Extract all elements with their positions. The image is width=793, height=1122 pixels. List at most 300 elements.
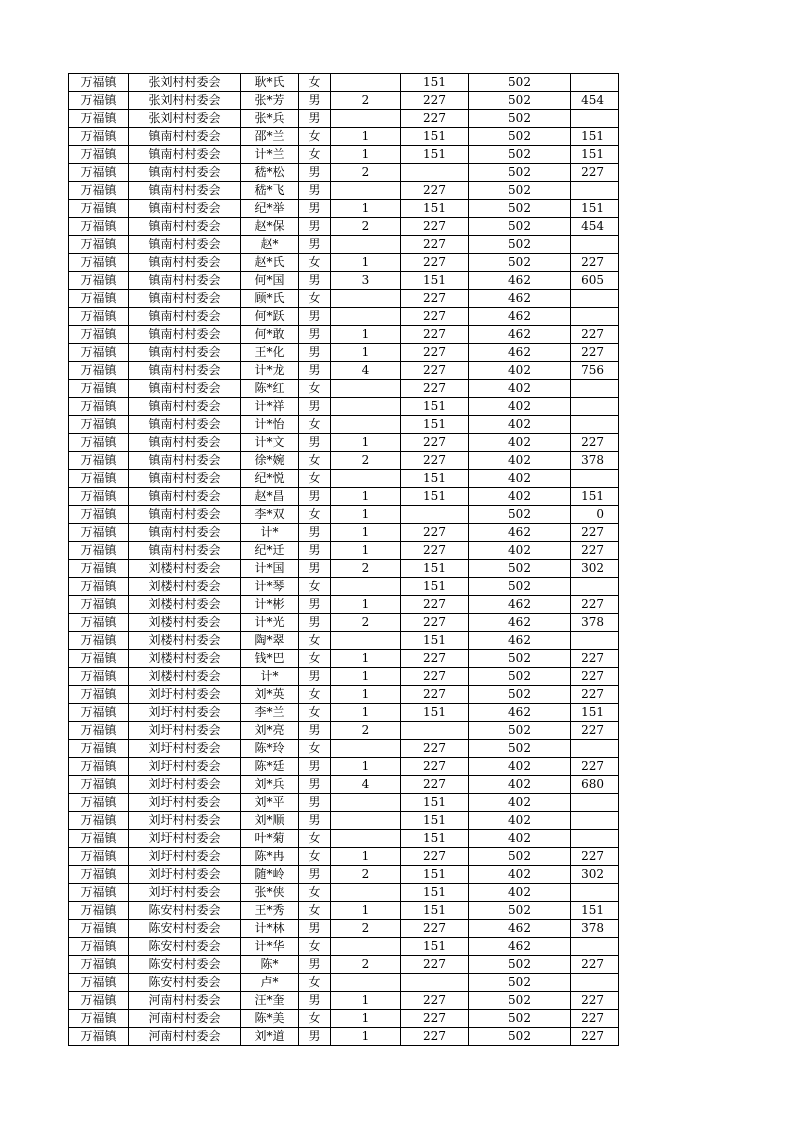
amount-b-cell: 402 xyxy=(469,380,571,398)
amount-a-cell: 227 xyxy=(401,776,469,794)
amount-b-cell: 402 xyxy=(469,794,571,812)
amount-a-cell: 151 xyxy=(401,812,469,830)
amount-a-cell: 227 xyxy=(401,110,469,128)
town-cell: 万福镇 xyxy=(69,362,129,380)
amount-a-cell: 227 xyxy=(401,920,469,938)
town-cell: 万福镇 xyxy=(69,488,129,506)
name-cell: 汪*奎 xyxy=(241,992,299,1010)
village-committee-cell: 刘圩村村委会 xyxy=(129,848,241,866)
gender-cell: 女 xyxy=(299,452,331,470)
count-cell: 1 xyxy=(331,686,401,704)
gender-cell: 男 xyxy=(299,560,331,578)
count-cell: 2 xyxy=(331,614,401,632)
total-cell xyxy=(571,416,619,434)
town-cell: 万福镇 xyxy=(69,848,129,866)
gender-cell: 男 xyxy=(299,722,331,740)
gender-cell: 男 xyxy=(299,110,331,128)
town-cell: 万福镇 xyxy=(69,110,129,128)
name-cell: 计*龙 xyxy=(241,362,299,380)
name-cell: 王*化 xyxy=(241,344,299,362)
village-committee-cell: 镇南村村委会 xyxy=(129,398,241,416)
amount-a-cell: 151 xyxy=(401,488,469,506)
name-cell: 计*彬 xyxy=(241,596,299,614)
table-row xyxy=(69,542,619,560)
town-cell: 万福镇 xyxy=(69,776,129,794)
total-cell: 151 xyxy=(571,704,619,722)
amount-a-cell: 151 xyxy=(401,74,469,92)
count-cell xyxy=(331,740,401,758)
name-cell: 计*祥 xyxy=(241,398,299,416)
count-cell xyxy=(331,290,401,308)
total-cell: 227 xyxy=(571,1010,619,1028)
table-row xyxy=(69,110,619,128)
total-cell: 378 xyxy=(571,920,619,938)
amount-a-cell: 151 xyxy=(401,866,469,884)
village-committee-cell: 刘楼村村委会 xyxy=(129,650,241,668)
count-cell xyxy=(331,416,401,434)
total-cell: 302 xyxy=(571,866,619,884)
town-cell: 万福镇 xyxy=(69,146,129,164)
table-row xyxy=(69,200,619,218)
count-cell xyxy=(331,794,401,812)
table-body xyxy=(69,74,619,1046)
amount-a-cell: 151 xyxy=(401,884,469,902)
total-cell: 227 xyxy=(571,434,619,452)
count-cell: 4 xyxy=(331,362,401,380)
table-row xyxy=(69,272,619,290)
name-cell: 赵*保 xyxy=(241,218,299,236)
count-cell: 1 xyxy=(331,902,401,920)
table-row xyxy=(69,812,619,830)
town-cell: 万福镇 xyxy=(69,92,129,110)
gender-cell: 男 xyxy=(299,308,331,326)
amount-b-cell: 462 xyxy=(469,920,571,938)
gender-cell: 男 xyxy=(299,236,331,254)
town-cell: 万福镇 xyxy=(69,956,129,974)
total-cell xyxy=(571,380,619,398)
village-committee-cell: 张刘村村委会 xyxy=(129,92,241,110)
name-cell: 陈*美 xyxy=(241,1010,299,1028)
village-committee-cell: 陈安村村委会 xyxy=(129,902,241,920)
amount-a-cell: 151 xyxy=(401,128,469,146)
count-cell: 1 xyxy=(331,488,401,506)
total-cell: 227 xyxy=(571,956,619,974)
table-row xyxy=(69,992,619,1010)
table-row xyxy=(69,326,619,344)
count-cell: 2 xyxy=(331,92,401,110)
total-cell: 605 xyxy=(571,272,619,290)
amount-b-cell: 402 xyxy=(469,830,571,848)
total-cell: 227 xyxy=(571,722,619,740)
name-cell: 顾*氏 xyxy=(241,290,299,308)
gender-cell: 男 xyxy=(299,398,331,416)
name-cell: 计*兰 xyxy=(241,146,299,164)
table-row xyxy=(69,308,619,326)
town-cell: 万福镇 xyxy=(69,398,129,416)
amount-b-cell: 402 xyxy=(469,434,571,452)
total-cell: 151 xyxy=(571,488,619,506)
count-cell: 2 xyxy=(331,722,401,740)
amount-a-cell: 151 xyxy=(401,470,469,488)
town-cell: 万福镇 xyxy=(69,740,129,758)
village-committee-cell: 刘楼村村委会 xyxy=(129,560,241,578)
total-cell: 151 xyxy=(571,902,619,920)
village-committee-cell: 镇南村村委会 xyxy=(129,344,241,362)
name-cell: 嵇*飞 xyxy=(241,182,299,200)
table-row xyxy=(69,596,619,614)
gender-cell: 女 xyxy=(299,632,331,650)
gender-cell: 女 xyxy=(299,650,331,668)
amount-b-cell: 462 xyxy=(469,938,571,956)
amount-a-cell: 227 xyxy=(401,956,469,974)
name-cell: 陈*红 xyxy=(241,380,299,398)
count-cell: 2 xyxy=(331,866,401,884)
town-cell: 万福镇 xyxy=(69,722,129,740)
amount-a-cell: 227 xyxy=(401,236,469,254)
town-cell: 万福镇 xyxy=(69,596,129,614)
amount-b-cell: 402 xyxy=(469,776,571,794)
village-committee-cell: 张刘村村委会 xyxy=(129,110,241,128)
amount-a-cell: 151 xyxy=(401,938,469,956)
amount-b-cell: 502 xyxy=(469,1010,571,1028)
table-row xyxy=(69,128,619,146)
table-row xyxy=(69,704,619,722)
amount-a-cell: 227 xyxy=(401,218,469,236)
village-committee-cell: 刘圩村村委会 xyxy=(129,794,241,812)
gender-cell: 女 xyxy=(299,578,331,596)
amount-b-cell: 462 xyxy=(469,326,571,344)
name-cell: 邵*兰 xyxy=(241,128,299,146)
town-cell: 万福镇 xyxy=(69,830,129,848)
town-cell: 万福镇 xyxy=(69,758,129,776)
amount-a-cell: 227 xyxy=(401,182,469,200)
total-cell: 227 xyxy=(571,524,619,542)
gender-cell: 男 xyxy=(299,434,331,452)
gender-cell: 男 xyxy=(299,956,331,974)
village-committee-cell: 镇南村村委会 xyxy=(129,542,241,560)
table-row xyxy=(69,938,619,956)
count-cell xyxy=(331,830,401,848)
village-committee-cell: 刘楼村村委会 xyxy=(129,668,241,686)
town-cell: 万福镇 xyxy=(69,902,129,920)
table-row xyxy=(69,614,619,632)
amount-b-cell: 502 xyxy=(469,236,571,254)
total-cell: 454 xyxy=(571,92,619,110)
village-committee-cell: 镇南村村委会 xyxy=(129,362,241,380)
gender-cell: 女 xyxy=(299,830,331,848)
count-cell: 1 xyxy=(331,992,401,1010)
amount-b-cell: 402 xyxy=(469,812,571,830)
total-cell: 378 xyxy=(571,614,619,632)
town-cell: 万福镇 xyxy=(69,524,129,542)
table-row xyxy=(69,344,619,362)
table-row xyxy=(69,560,619,578)
total-cell: 227 xyxy=(571,596,619,614)
town-cell: 万福镇 xyxy=(69,416,129,434)
amount-b-cell: 502 xyxy=(469,1028,571,1046)
gender-cell: 女 xyxy=(299,1010,331,1028)
amount-b-cell: 462 xyxy=(469,344,571,362)
count-cell: 1 xyxy=(331,596,401,614)
name-cell: 何*跃 xyxy=(241,308,299,326)
amount-b-cell: 502 xyxy=(469,506,571,524)
amount-b-cell: 402 xyxy=(469,758,571,776)
amount-a-cell: 227 xyxy=(401,380,469,398)
village-committee-cell: 陈安村村委会 xyxy=(129,938,241,956)
count-cell xyxy=(331,110,401,128)
town-cell: 万福镇 xyxy=(69,380,129,398)
name-cell: 随*岭 xyxy=(241,866,299,884)
town-cell: 万福镇 xyxy=(69,992,129,1010)
gender-cell: 男 xyxy=(299,1028,331,1046)
town-cell: 万福镇 xyxy=(69,560,129,578)
table-row xyxy=(69,884,619,902)
amount-a-cell: 227 xyxy=(401,524,469,542)
gender-cell: 男 xyxy=(299,218,331,236)
amount-b-cell: 462 xyxy=(469,524,571,542)
total-cell: 227 xyxy=(571,758,619,776)
town-cell: 万福镇 xyxy=(69,668,129,686)
amount-a-cell: 227 xyxy=(401,686,469,704)
amount-b-cell: 502 xyxy=(469,146,571,164)
town-cell: 万福镇 xyxy=(69,308,129,326)
count-cell: 1 xyxy=(331,200,401,218)
town-cell: 万福镇 xyxy=(69,938,129,956)
table-row xyxy=(69,452,619,470)
amount-a-cell: 227 xyxy=(401,290,469,308)
village-committee-cell: 刘圩村村委会 xyxy=(129,740,241,758)
total-cell xyxy=(571,74,619,92)
town-cell: 万福镇 xyxy=(69,578,129,596)
name-cell: 纪*迁 xyxy=(241,542,299,560)
data-table xyxy=(68,73,619,1046)
town-cell: 万福镇 xyxy=(69,686,129,704)
gender-cell: 男 xyxy=(299,488,331,506)
amount-b-cell: 502 xyxy=(469,650,571,668)
town-cell: 万福镇 xyxy=(69,1010,129,1028)
total-cell xyxy=(571,470,619,488)
name-cell: 陈*冉 xyxy=(241,848,299,866)
amount-a-cell xyxy=(401,506,469,524)
village-committee-cell: 镇南村村委会 xyxy=(129,416,241,434)
village-committee-cell: 河南村村委会 xyxy=(129,1010,241,1028)
name-cell: 卢* xyxy=(241,974,299,992)
table-row xyxy=(69,722,619,740)
town-cell: 万福镇 xyxy=(69,218,129,236)
amount-a-cell: 227 xyxy=(401,848,469,866)
gender-cell: 男 xyxy=(299,992,331,1010)
town-cell: 万福镇 xyxy=(69,254,129,272)
table-row xyxy=(69,398,619,416)
count-cell: 1 xyxy=(331,650,401,668)
count-cell: 1 xyxy=(331,542,401,560)
total-cell: 227 xyxy=(571,164,619,182)
name-cell: 计*琴 xyxy=(241,578,299,596)
amount-b-cell: 502 xyxy=(469,974,571,992)
amount-a-cell: 227 xyxy=(401,92,469,110)
count-cell: 2 xyxy=(331,920,401,938)
total-cell xyxy=(571,938,619,956)
total-cell: 0 xyxy=(571,506,619,524)
village-committee-cell: 镇南村村委会 xyxy=(129,488,241,506)
count-cell xyxy=(331,974,401,992)
amount-b-cell: 502 xyxy=(469,74,571,92)
gender-cell: 男 xyxy=(299,164,331,182)
total-cell xyxy=(571,884,619,902)
gender-cell: 男 xyxy=(299,866,331,884)
amount-a-cell: 151 xyxy=(401,830,469,848)
village-committee-cell: 河南村村委会 xyxy=(129,1028,241,1046)
village-committee-cell: 镇南村村委会 xyxy=(129,308,241,326)
gender-cell: 男 xyxy=(299,776,331,794)
town-cell: 万福镇 xyxy=(69,542,129,560)
village-committee-cell: 刘楼村村委会 xyxy=(129,614,241,632)
name-cell: 计* xyxy=(241,524,299,542)
amount-a-cell: 227 xyxy=(401,992,469,1010)
name-cell: 李*兰 xyxy=(241,704,299,722)
amount-a-cell: 227 xyxy=(401,758,469,776)
amount-a-cell: 151 xyxy=(401,704,469,722)
amount-b-cell: 502 xyxy=(469,578,571,596)
amount-a-cell: 227 xyxy=(401,650,469,668)
amount-a-cell: 151 xyxy=(401,794,469,812)
name-cell: 耿*氏 xyxy=(241,74,299,92)
village-committee-cell: 刘圩村村委会 xyxy=(129,704,241,722)
total-cell: 454 xyxy=(571,218,619,236)
count-cell xyxy=(331,236,401,254)
village-committee-cell: 刘圩村村委会 xyxy=(129,830,241,848)
village-committee-cell: 刘圩村村委会 xyxy=(129,758,241,776)
gender-cell: 男 xyxy=(299,524,331,542)
table-row xyxy=(69,416,619,434)
table-row xyxy=(69,236,619,254)
town-cell: 万福镇 xyxy=(69,704,129,722)
name-cell: 李*双 xyxy=(241,506,299,524)
total-cell: 227 xyxy=(571,650,619,668)
count-cell xyxy=(331,308,401,326)
count-cell: 1 xyxy=(331,704,401,722)
name-cell: 刘*顺 xyxy=(241,812,299,830)
village-committee-cell: 镇南村村委会 xyxy=(129,200,241,218)
table-row xyxy=(69,686,619,704)
amount-a-cell: 227 xyxy=(401,614,469,632)
village-committee-cell: 陈安村村委会 xyxy=(129,920,241,938)
count-cell: 2 xyxy=(331,560,401,578)
amount-a-cell xyxy=(401,974,469,992)
village-committee-cell: 镇南村村委会 xyxy=(129,128,241,146)
gender-cell: 女 xyxy=(299,884,331,902)
name-cell: 计*华 xyxy=(241,938,299,956)
count-cell: 3 xyxy=(331,272,401,290)
count-cell: 1 xyxy=(331,434,401,452)
amount-b-cell: 502 xyxy=(469,182,571,200)
gender-cell: 男 xyxy=(299,326,331,344)
amount-b-cell: 402 xyxy=(469,542,571,560)
gender-cell: 女 xyxy=(299,146,331,164)
amount-b-cell: 502 xyxy=(469,164,571,182)
count-cell: 1 xyxy=(331,254,401,272)
name-cell: 刘*英 xyxy=(241,686,299,704)
gender-cell: 男 xyxy=(299,812,331,830)
village-committee-cell: 镇南村村委会 xyxy=(129,146,241,164)
table-row xyxy=(69,794,619,812)
gender-cell: 女 xyxy=(299,416,331,434)
town-cell: 万福镇 xyxy=(69,344,129,362)
amount-a-cell xyxy=(401,722,469,740)
count-cell: 1 xyxy=(331,1010,401,1028)
total-cell xyxy=(571,830,619,848)
amount-a-cell: 151 xyxy=(401,200,469,218)
amount-a-cell: 151 xyxy=(401,902,469,920)
name-cell: 计*林 xyxy=(241,920,299,938)
amount-a-cell: 227 xyxy=(401,254,469,272)
gender-cell: 女 xyxy=(299,506,331,524)
amount-b-cell: 502 xyxy=(469,956,571,974)
town-cell: 万福镇 xyxy=(69,1028,129,1046)
amount-a-cell: 151 xyxy=(401,398,469,416)
table-row xyxy=(69,380,619,398)
name-cell: 刘*道 xyxy=(241,1028,299,1046)
amount-b-cell: 502 xyxy=(469,992,571,1010)
name-cell: 纪*悦 xyxy=(241,470,299,488)
amount-b-cell: 502 xyxy=(469,92,571,110)
table-row xyxy=(69,848,619,866)
gender-cell: 男 xyxy=(299,614,331,632)
name-cell: 王*秀 xyxy=(241,902,299,920)
gender-cell: 女 xyxy=(299,254,331,272)
village-committee-cell: 镇南村村委会 xyxy=(129,218,241,236)
gender-cell: 男 xyxy=(299,344,331,362)
total-cell: 680 xyxy=(571,776,619,794)
name-cell: 刘*平 xyxy=(241,794,299,812)
name-cell: 赵*氏 xyxy=(241,254,299,272)
table-row xyxy=(69,776,619,794)
total-cell xyxy=(571,974,619,992)
name-cell: 计*光 xyxy=(241,614,299,632)
village-committee-cell: 刘圩村村委会 xyxy=(129,812,241,830)
village-committee-cell: 镇南村村委会 xyxy=(129,452,241,470)
town-cell: 万福镇 xyxy=(69,434,129,452)
table-row xyxy=(69,434,619,452)
table-row xyxy=(69,506,619,524)
village-committee-cell: 刘圩村村委会 xyxy=(129,884,241,902)
total-cell: 151 xyxy=(571,200,619,218)
amount-a-cell: 151 xyxy=(401,632,469,650)
table-row xyxy=(69,362,619,380)
gender-cell: 女 xyxy=(299,704,331,722)
total-cell xyxy=(571,110,619,128)
amount-b-cell: 502 xyxy=(469,722,571,740)
gender-cell: 女 xyxy=(299,686,331,704)
amount-b-cell: 502 xyxy=(469,128,571,146)
town-cell: 万福镇 xyxy=(69,200,129,218)
gender-cell: 男 xyxy=(299,92,331,110)
total-cell xyxy=(571,290,619,308)
amount-b-cell: 502 xyxy=(469,740,571,758)
gender-cell: 男 xyxy=(299,596,331,614)
total-cell xyxy=(571,398,619,416)
amount-b-cell: 502 xyxy=(469,668,571,686)
amount-a-cell: 151 xyxy=(401,578,469,596)
name-cell: 嵇*松 xyxy=(241,164,299,182)
name-cell: 叶*菊 xyxy=(241,830,299,848)
total-cell: 227 xyxy=(571,668,619,686)
gender-cell: 男 xyxy=(299,794,331,812)
count-cell: 1 xyxy=(331,524,401,542)
village-committee-cell: 刘圩村村委会 xyxy=(129,866,241,884)
total-cell xyxy=(571,812,619,830)
gender-cell: 男 xyxy=(299,362,331,380)
